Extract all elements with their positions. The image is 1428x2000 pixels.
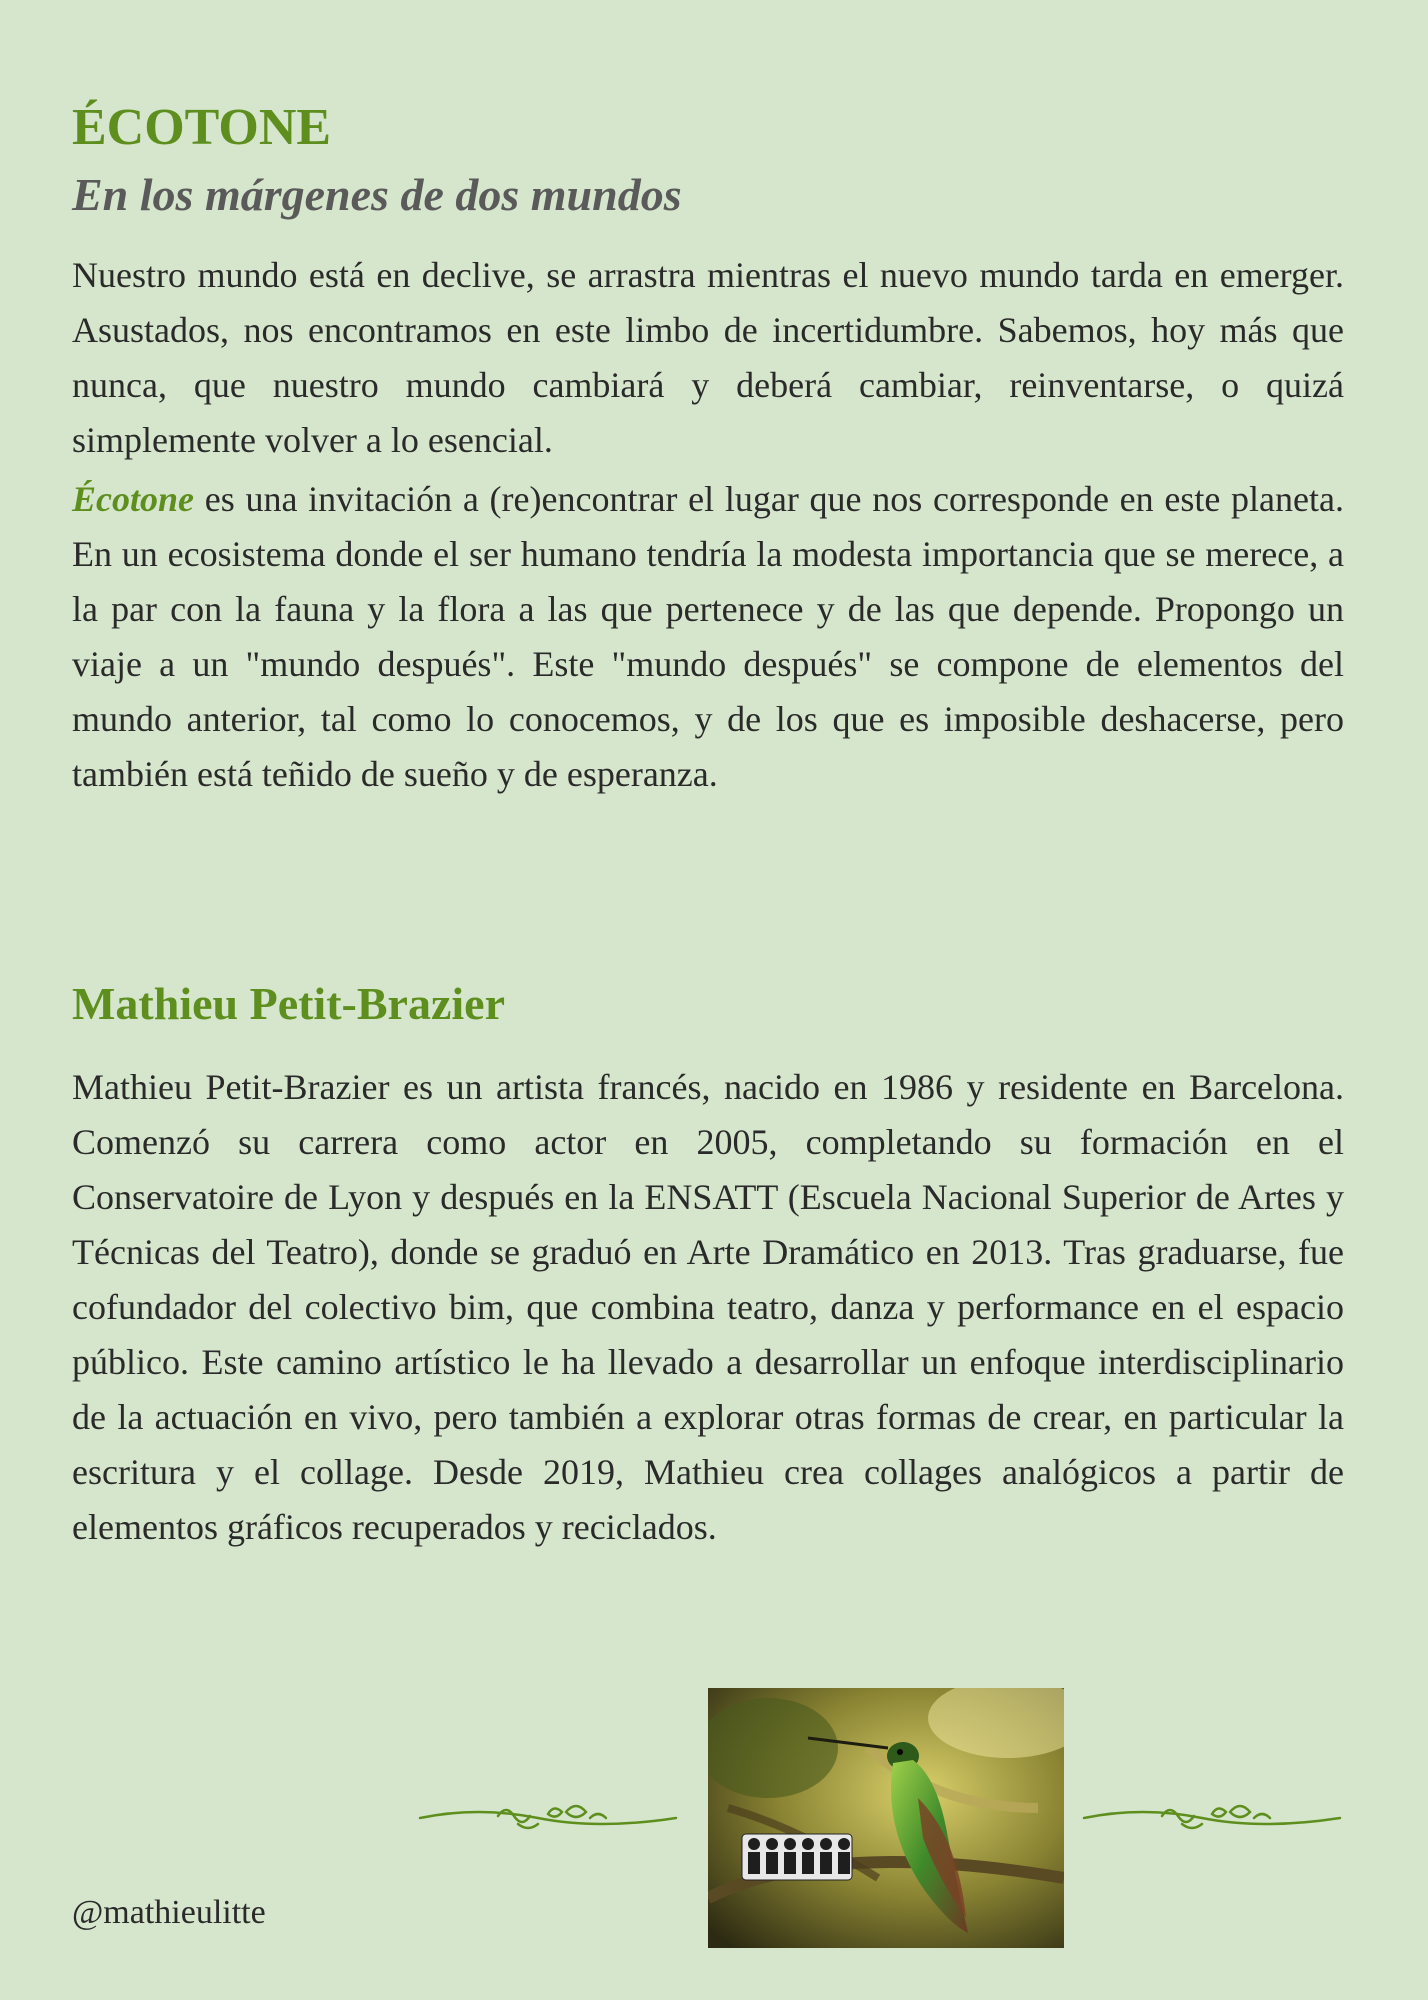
- page-subtitle: En los márgenes de dos mundos: [72, 169, 682, 220]
- page-title: ÉCOTONE: [72, 99, 332, 156]
- left-flourish-ornament: [418, 1796, 678, 1840]
- ecotone-lead-word: Écotone: [72, 479, 194, 519]
- hummingbird-collage-image: [708, 1688, 1064, 1948]
- intro-paragraph-2: [72, 472, 1344, 802]
- document-body: [72, 96, 1344, 1547]
- instagram-handle: @mathieulitte: [72, 1894, 266, 1931]
- intro-paragraph-1: Nuestro mundo está en declive, se arrastra mientras el nuevo mundo tarda en emerger. Asustados, nos encontramos en este limbo de incertidumbre. Sabemos, hoy más que nunca, que nuestro mundo cambiará y deberá cambiar, reinventarse, o quizá simplemente volver a lo esencial.: [72, 255, 1344, 460]
- bio-paragraph: Mathieu Petit-Brazier es un artista francés, nacido en 1986 y residente en Barcelona. Comenzó su carrera como actor en 2005, completando su formación en el Conservatoire de Lyon y después en la ENSATT (Escuela Nacional Superior de Artes y Técnicas del Teatro), donde se graduó en Arte Dramático en 2013. Tras graduarse, fue cofundador del colectivo bim, que combina teatro, danza y performance en el espacio público. Este camino artístico le ha llevado a desarrollar un enfoque interdisciplinario de la actuación en vivo, pero también a explorar otras formas de crear, en particular la escritura y el collage. Desde 2019, Mathieu crea collages analógicos a partir de elementos gráficos recuperados y reciclados.: [72, 1067, 1344, 1547]
- author-heading: Mathieu Petit-Brazier: [72, 978, 505, 1029]
- intro-paragraph-2-text: es una invitación a (re)encontrar el lugar que nos corresponde en este planeta. En un ecosistema donde el ser humano tendría la modesta importancia que se merece, a la par con la fauna y la flora a las que pertenece y de las que depende. Propongo un viaje a un "mundo después". Este "mundo después" se compone de elementos del mundo anterior, tal como lo conocemos, y de los que es imposible deshacerse, pero también está teñido de sueño y de esperanza.: [72, 479, 1344, 794]
- right-flourish-ornament: [1082, 1796, 1342, 1840]
